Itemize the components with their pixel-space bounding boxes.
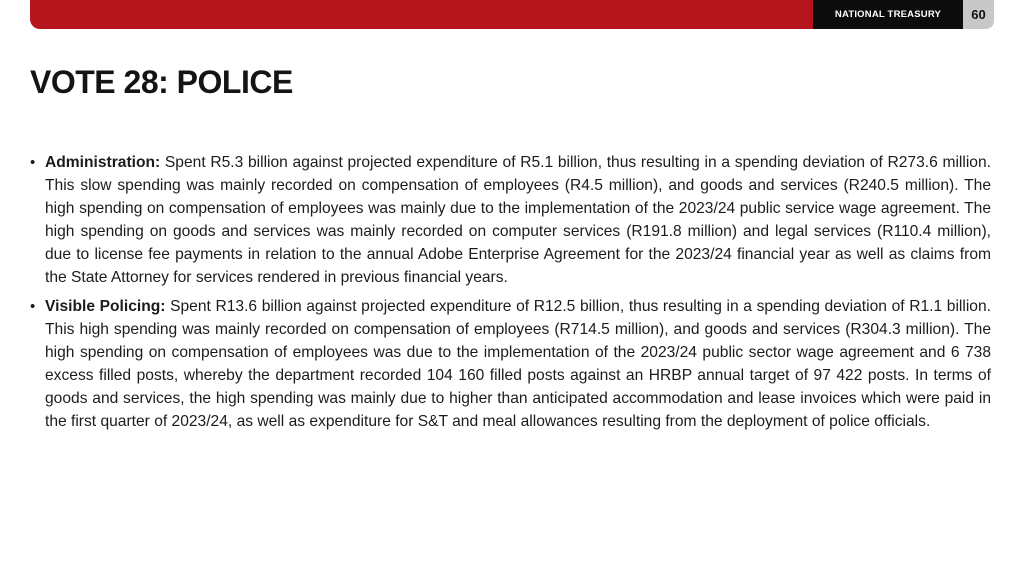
header-bar: [30, 0, 994, 29]
bullet-text: Spent R13.6 billion against projected expenditure of R12.5 billion, thus resulting in a spending deviation of R1.1 billion. This high spending was mainly recorded on compensation of employees (R714.5 million), and goods and services (R304.3 million). The high spending on compensation of employees was due to the implementation of the 2023/24 public sector wage agreement and 6 738 excess filled posts, whereby the department recorded 104 160 filled posts against an HRBP annual target of 97 422 posts. In terms of goods and services, the high spending was mainly due to higher than anticipated accommodation and lease invoices which were paid in the first quarter of 2023/24, as well as expenditure for S&T and meal allowances resulting from the deployment of police officials.: [45, 298, 991, 430]
brand-band: [30, 0, 813, 29]
bullet-heading: Visible Policing:: [45, 298, 166, 315]
bullet-list: [30, 151, 991, 439]
page-number: 60: [963, 0, 994, 29]
bullet-administration: [30, 151, 991, 289]
bullet-dot-icon: •: [30, 298, 36, 315]
bullet-heading: Administration:: [45, 154, 161, 171]
organization-label: NATIONAL TREASURY: [813, 0, 963, 29]
bullet-dot-icon: •: [30, 154, 36, 171]
bullet-text: Spent R5.3 billion against projected expenditure of R5.1 billion, thus resulting in a spending deviation of R273.6 million. This slow spending was mainly recorded on compensation of employees (R4.5 million), and goods and services (R240.5 million). The high spending on compensation of employees was mainly due to the implementation of the 2023/24 public service wage agreement. The high spending on goods and services was mainly recorded on computer services (R191.8 million) and legal services (R110.4 million), due to license fee payments in relation to the annual Adobe Enterprise Agreement for the 2023/24 financial year as well as claims from the State Attorney for services rendered in previous financial years.: [45, 154, 991, 286]
page-title: VOTE 28: POLICE: [30, 64, 293, 100]
bullet-visible-policing: [30, 295, 991, 433]
